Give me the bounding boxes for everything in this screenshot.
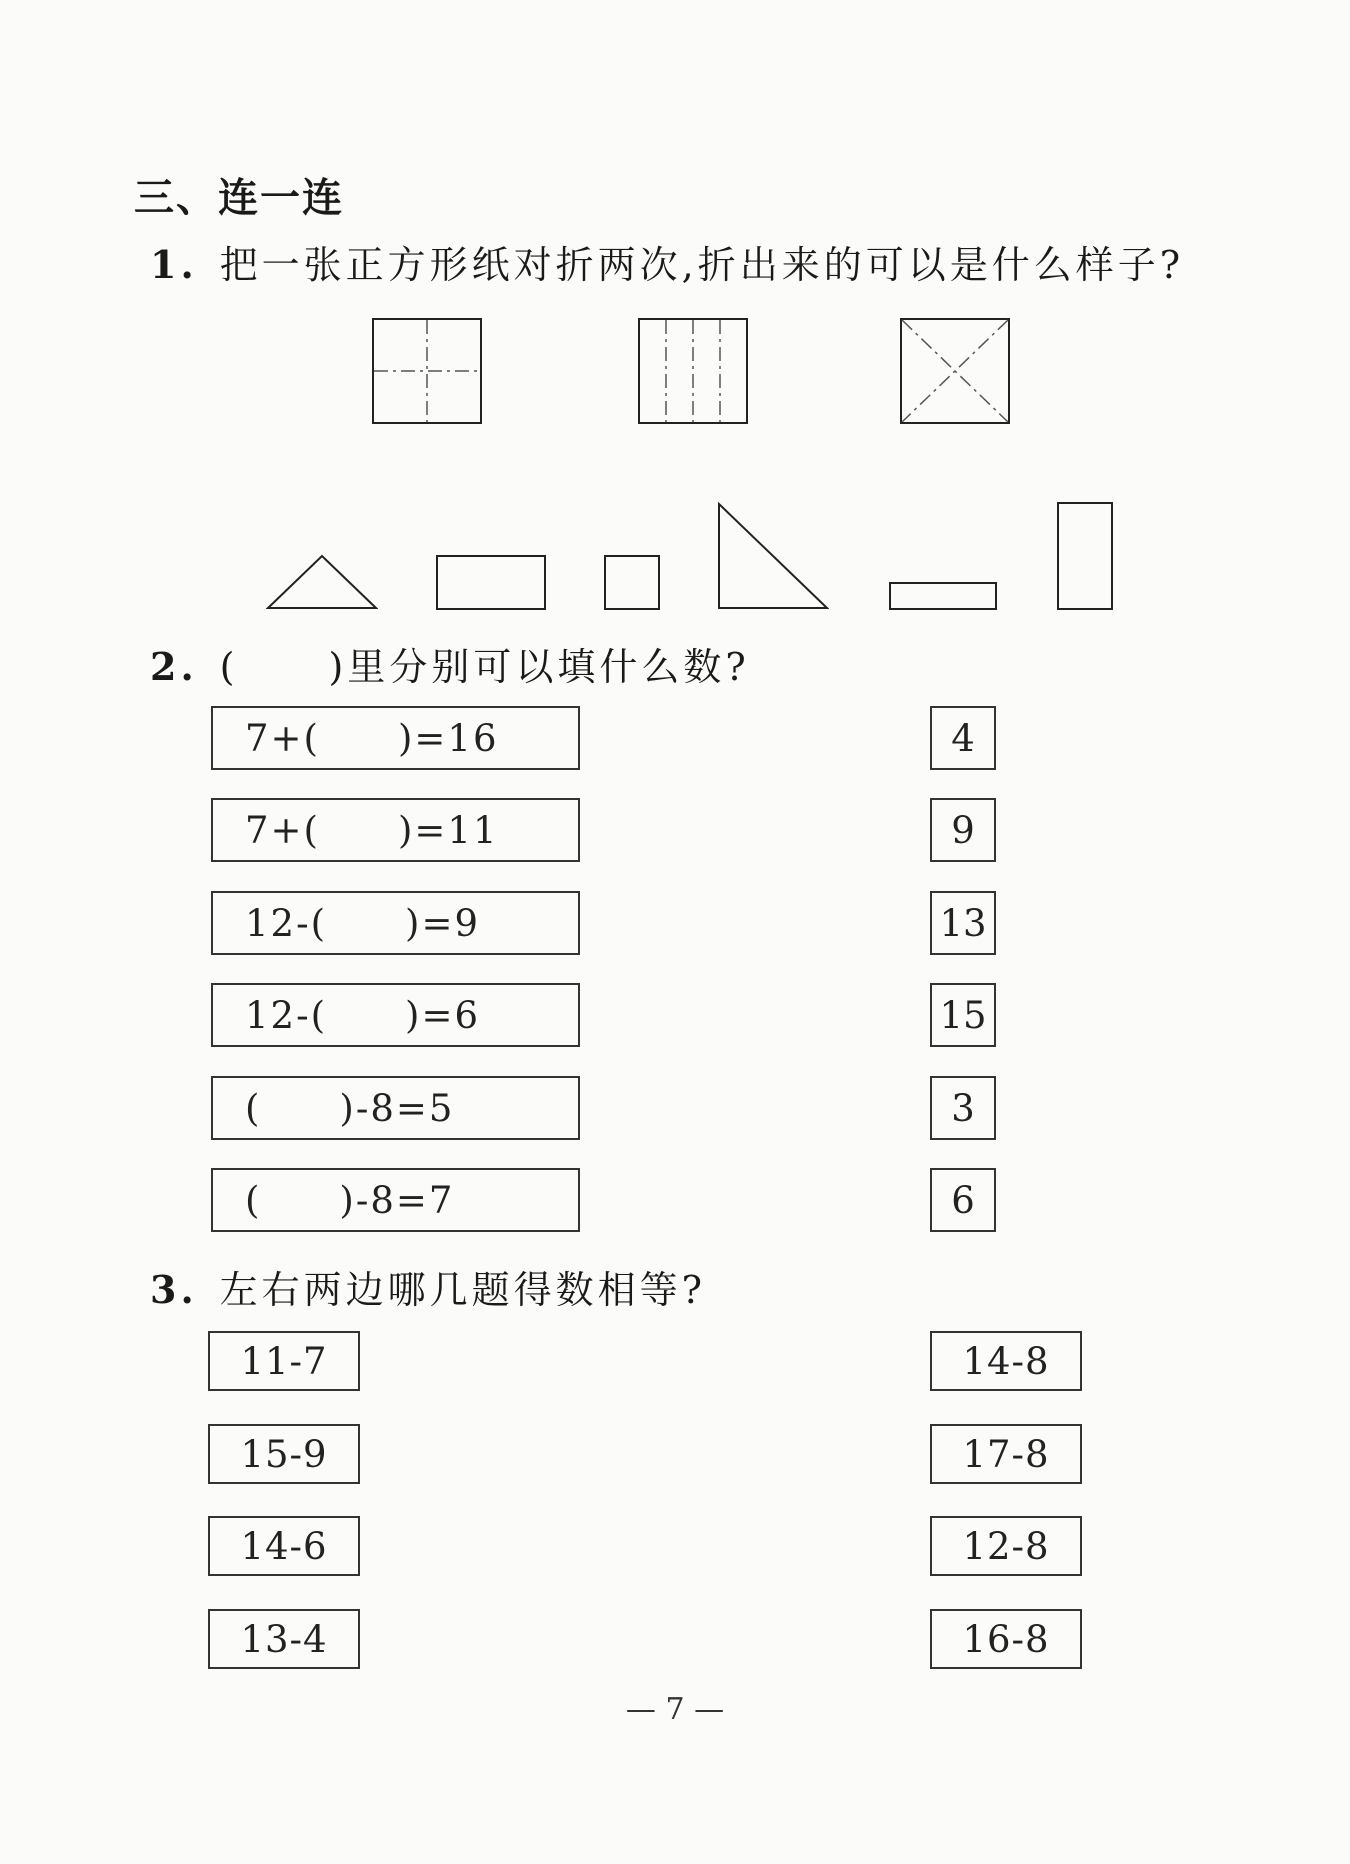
right-expression-box[interactable]: 14-8: [930, 1331, 1082, 1391]
question-2-number: 2.: [150, 644, 198, 689]
equation-box[interactable]: 12-( )=9: [211, 891, 580, 955]
cross-fold-square[interactable]: [372, 318, 482, 424]
answer-box[interactable]: 9: [930, 798, 996, 862]
small-square-shape[interactable]: [604, 555, 660, 610]
question-1-number: 1.: [150, 242, 198, 287]
question-3-text: 左右两边哪几题得数相等?: [219, 1268, 707, 1312]
vertical-strips-square[interactable]: [638, 318, 748, 424]
right-triangle-shape[interactable]: [717, 502, 829, 610]
equation-box[interactable]: 7+( )=16: [211, 706, 580, 770]
question-2: [150, 636, 750, 691]
left-expression-box[interactable]: 13-4: [208, 1609, 360, 1669]
answer-box[interactable]: 15: [930, 983, 996, 1047]
question-3-number: 3.: [150, 1267, 198, 1312]
question-2-open-paren: (: [219, 645, 239, 689]
question-1-text: 把一张正方形纸对折两次,折出来的可以是什么样子?: [219, 243, 1185, 287]
equation-box[interactable]: ( )-8=5: [211, 1076, 580, 1140]
equation-box[interactable]: 12-( )=6: [211, 983, 580, 1047]
left-expression-box[interactable]: 14-6: [208, 1516, 360, 1576]
equation-box[interactable]: ( )-8=7: [211, 1168, 580, 1232]
left-expression-box[interactable]: 11-7: [208, 1331, 360, 1391]
wide-rectangle-shape[interactable]: [436, 555, 546, 610]
answer-box[interactable]: 4: [930, 706, 996, 770]
question-2-text: )里分别可以填什么数?: [328, 645, 750, 689]
answer-box[interactable]: 13: [930, 891, 996, 955]
answer-box[interactable]: 6: [930, 1168, 996, 1232]
equation-box[interactable]: 7+( )=11: [211, 798, 580, 862]
right-expression-box[interactable]: 16-8: [930, 1609, 1082, 1669]
tall-rectangle-shape[interactable]: [1057, 502, 1113, 610]
section-title: 三、连一连: [134, 174, 344, 221]
left-expression-box[interactable]: 15-9: [208, 1424, 360, 1484]
page-number: — 7 —: [625, 1692, 725, 1727]
diagonal-fold-square[interactable]: [900, 318, 1010, 424]
question-3: [150, 1259, 706, 1314]
answer-box[interactable]: 3: [930, 1076, 996, 1140]
thin-rectangle-shape[interactable]: [889, 582, 997, 610]
question-1: [150, 234, 1184, 289]
right-expression-box[interactable]: 12-8: [930, 1516, 1082, 1576]
right-expression-box[interactable]: 17-8: [930, 1424, 1082, 1484]
triangle-shape[interactable]: [266, 554, 378, 610]
